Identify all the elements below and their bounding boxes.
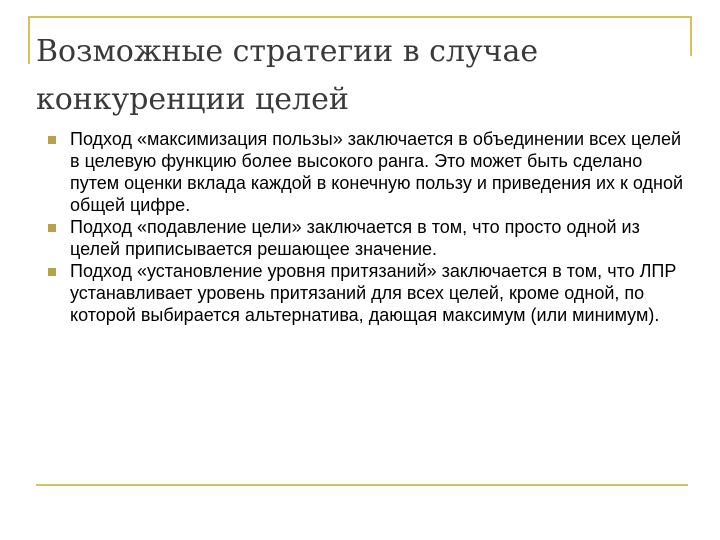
bullet-list <box>48 128 684 326</box>
bullet-item <box>48 216 684 260</box>
bullet-item <box>48 128 684 216</box>
slide-title: Возможные стратегии в случае конкуренции целей <box>36 34 539 117</box>
bullet-text: Подход «подавление цели» заключается в том, что просто одной из целей приписывается решающее значение. <box>70 217 640 259</box>
bullet-text: Подход «максимизация пользы» заключается в объединении всех целей в целевую функцию более высокого ранга. Это может быть сделано путем оценки вклада каждой в конечную пользу и приведения их к одной общей цифре. <box>70 129 684 215</box>
top-rule <box>28 16 692 18</box>
left-rule <box>28 16 30 64</box>
bullet-text: Подход «установление уровня притязаний» заключается в том, что ЛПР устанавливает уровень притязаний для всех целей, кроме одной, по которой выбирается альтернатива, дающая максимум (или минимум). <box>70 261 677 325</box>
square-bullet-icon <box>48 224 56 232</box>
square-bullet-icon <box>48 268 56 276</box>
right-rule <box>690 16 692 56</box>
bottom-rule <box>36 484 688 486</box>
square-bullet-icon <box>48 136 56 144</box>
bullet-item <box>48 260 684 326</box>
